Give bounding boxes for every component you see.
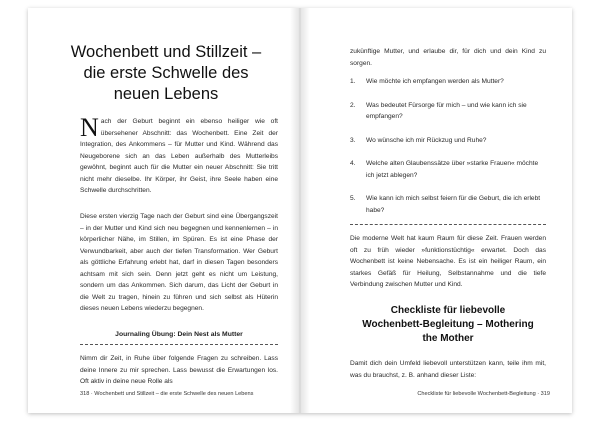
right-page-footer: Checkliste für liebevolle Wochenbett-Begleitung · 319 xyxy=(417,391,550,397)
question-number: 4. xyxy=(350,160,356,167)
checklist-heading-line-2: Wochenbett-Begleitung – Mothering xyxy=(362,319,534,330)
intro-paragraph xyxy=(80,113,278,197)
journaling-questions xyxy=(350,76,546,228)
question-item xyxy=(350,135,546,147)
left-page-footer: 318 · Wochenbett und Stillzeit – die erste Schwelle des neuen Lebens xyxy=(80,391,254,397)
question-text: Wie kann ich mich selbst feiern für die Geburt, die ich erlebt habe? xyxy=(366,195,541,214)
question-item xyxy=(350,76,546,88)
checklist-intro: Damit dich dein Umfeld liebevoll unterstützen kann, teile ihm mit, was du brauchst, z. B. anhand dieser Liste: xyxy=(350,360,546,379)
question-text: Welche alten Glaubenssätze über »starke Frauen« möchte ich jetzt ablegen? xyxy=(366,160,539,179)
checklist-heading-line-1: Checkliste für liebevolle xyxy=(390,305,506,316)
question-text: Wo wünsche ich mir Rückzug und Ruhe? xyxy=(366,136,487,144)
journaling-heading: Journaling Übung: Dein Nest als Mutter xyxy=(115,331,243,338)
dashed-divider xyxy=(80,344,278,345)
modern-world-paragraph: Die moderne Welt hat kaum Raum für diese Zeit. Frauen werden oft zu früh wieder »funktionstüchtig« erwartet. Doch das Wochenbett ist keine Nebensache. Es ist ein heiliger Raum, ein starkes Gefäß für Heilung, Selbstannahme und die tiefe Verbindung zwischen Mutter und Kind. xyxy=(350,235,546,288)
checklist-heading-line-3: the Mother xyxy=(422,333,474,344)
left-page xyxy=(28,8,300,413)
chapter-title-line-2: die erste Schwelle des xyxy=(83,64,249,82)
question-text: Wie möchte ich empfangen werden als Mutter? xyxy=(366,78,504,85)
question-number: 2. xyxy=(350,101,356,109)
question-item xyxy=(350,100,546,123)
drop-cap: N xyxy=(80,113,99,142)
right-page xyxy=(300,8,572,413)
continued-paragraph: zukünftige Mutter, und erlaube dir, für dich und dein Kind zu sorgen. xyxy=(350,48,546,67)
journaling-paragraph: Nimm dir Zeit, in Ruhe über folgende Fragen zu schreiben. Lass deine Innere zu mir sprechen. Lass bewusst die Erwartungen los. Oft aktiv in deine neue Rolle als xyxy=(80,355,278,385)
question-number: 5. xyxy=(350,195,356,202)
dashed-divider xyxy=(350,224,546,225)
question-number: 1. xyxy=(350,78,356,85)
second-paragraph: Diese ersten vierzig Tage nach der Geburt sind eine Übergangszeit – in der Mutter und Kind sich neu begegnen und kennenlernen – in körperlicher Nähe, im Stillen, im Spüren. Es ist eine Phase der Verwundbarkeit, aber auch der tiefen Transformation. Wer Geburt als göttliche Erfahrung erlebt hat, darf in diesen Tagen besonders achtsam mit sich sein. Denn jetzt geht es nicht um Leistung, sondern um das Ankommen. Sich darum, das Licht der Geburt in die Welt zu tragen, hinein zu führen und sich selbst als Hüterin dieses neuen Lebens wiederzu begegnen. xyxy=(80,213,278,312)
chapter-title-line-1: Wochenbett und Stillzeit – xyxy=(70,43,262,61)
intro-paragraph-text: ach der Geburt beginnt ein ebenso heiliger wie oft übersehener Abschnitt: das Wochenbett. Eine Zeit der Integration, des Ankommens – für Mutter und Kind. Während das Neugeborene sich an das Leben außerhalb des Mutterleibs gewöhnt, beginnt auch für die Mutter ein neuer Abschnitt: Sie tritt nicht mehr dieselbe. Ihr Körper, ihr Geist, ihre Seele haben eine Schwelle durchschritten. xyxy=(80,118,278,194)
question-item xyxy=(350,158,546,181)
checklist-heading xyxy=(350,304,546,346)
book-spread xyxy=(28,8,572,413)
chapter-title xyxy=(54,42,278,105)
question-text: Was bedeutet Fürsorge für mich – und wie kann ich sie empfangen? xyxy=(366,101,527,120)
question-number: 3. xyxy=(350,136,356,144)
question-item xyxy=(350,193,546,216)
chapter-title-line-3: neuen Lebens xyxy=(113,85,219,103)
